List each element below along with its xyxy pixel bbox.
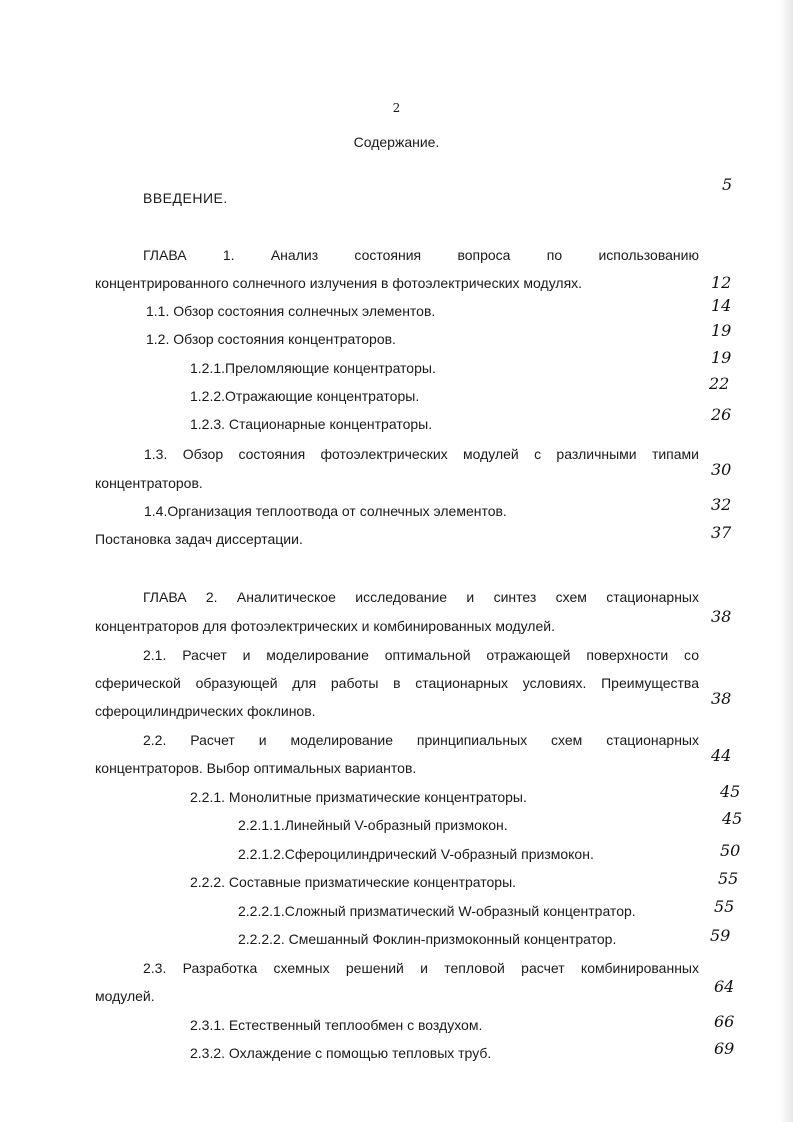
toc-page-number: 26: [711, 405, 732, 424]
toc-entry: 1.2. Обзор состояния концентраторов.: [146, 331, 396, 347]
chapter2-heading-line2: концентраторов для фотоэлектрических и комбинированных модулей.: [95, 618, 555, 634]
chapter1-heading-line1: [143, 247, 699, 263]
toc-page-number: 55: [718, 869, 739, 888]
word: состояния: [354, 247, 422, 263]
toc-entry-line2: сферической образующей для работы в стационарных условиях. Преимущества: [95, 675, 699, 691]
toc-entry-line3: сфероцилиндрических фоклинов.: [95, 703, 316, 719]
toc-entry: 2.2.1.1.Линейный V-образный призмокон.: [238, 817, 508, 833]
toc-page-number: 32: [711, 495, 732, 514]
toc-page-number: 12: [711, 273, 732, 292]
word: вопроса: [457, 247, 511, 263]
toc-entry: 2.2.1. Монолитные призматические концентраторы.: [190, 789, 527, 805]
toc-page-number: 37: [711, 523, 732, 542]
toc-entry-line1: 2.3. Разработка схемных решений и тепловой расчет комбинированных: [143, 960, 699, 976]
toc-entry-line2: концентраторов. Выбор оптимальных вариантов.: [95, 760, 417, 776]
word: 1.: [222, 247, 235, 263]
toc-entry: 2.2.2.1.Сложный призматический W-образный концентратор.: [238, 903, 636, 919]
toc-entry-line1: 1.3. Обзор состояния фотоэлектрических модулей с различными типами: [144, 446, 699, 462]
word: по: [546, 247, 563, 263]
toc-entry: Постановка задач диссертации.: [95, 531, 303, 547]
toc-page-number: 69: [714, 1039, 735, 1058]
toc-page-number: 14: [711, 296, 732, 315]
toc-page-number: 45: [722, 809, 743, 828]
page-number: 2: [392, 101, 401, 115]
chapter2-heading-line1: ГЛАВА 2. Аналитическое исследование и синтез схем стационарных: [143, 589, 699, 605]
toc-entry: 1.2.1.Преломляющие концентраторы.: [190, 360, 436, 376]
toc-entry: 2.2.1.2.Сфероцилиндрический V-образный призмокон.: [238, 846, 594, 862]
word: использованию: [598, 247, 699, 263]
toc-entry: 1.2.2.Отражающие концентраторы.: [190, 388, 420, 404]
toc-page-number: 38: [711, 689, 732, 708]
toc-entry-line2: модулей.: [95, 988, 155, 1004]
toc-page-number: 19: [711, 348, 732, 367]
toc-page-number: 22: [709, 374, 730, 393]
toc-page-number: 64: [714, 977, 735, 996]
page-title: Содержание.: [353, 134, 440, 150]
toc-introduction: ВВЕДЕНИЕ.: [143, 190, 228, 206]
toc-page-number: 19: [711, 321, 732, 340]
toc-entry: 1.1. Обзор состояния солнечных элементов.: [146, 303, 436, 319]
toc-page-number: 66: [714, 1012, 735, 1031]
toc-entry: 2.2.2. Составные призматические концентраторы.: [190, 874, 517, 890]
toc-entry: 2.2.2.2. Смешанный Фоклин-призмоконный концентратор.: [238, 931, 617, 947]
word: Анализ: [270, 247, 319, 263]
word: ГЛАВА: [143, 247, 187, 263]
scan-edge-shadow: [779, 0, 793, 1122]
toc-entry: 1.4.Организация теплоотвода от солнечных элементов.: [144, 503, 507, 519]
toc-page-number: 30: [711, 460, 732, 479]
toc-page-number: 55: [714, 897, 735, 916]
toc-entry: 2.3.1. Естественный теплообмен с воздухом.: [190, 1017, 483, 1033]
toc-entry-line1: 2.2. Расчет и моделирование принципиальных схем стационарных: [143, 732, 699, 748]
toc-entry-line2: концентраторов.: [95, 475, 203, 491]
toc-page-number: 59: [710, 926, 731, 945]
toc-page-number: 50: [720, 841, 741, 860]
toc-entry: 2.3.2. Охлаждение с помощью тепловых труб.: [190, 1045, 492, 1061]
toc-entry-line1: 2.1. Расчет и моделирование оптимальной отражающей поверхности со: [143, 647, 699, 663]
toc-entry: 1.2.3. Стационарные концентраторы.: [190, 416, 433, 432]
chapter1-heading-line2: концентрированного солнечного излучения в фотоэлектрических модулях.: [95, 275, 583, 291]
toc-page-number: 5: [722, 175, 733, 194]
toc-page-number: 44: [711, 746, 732, 765]
toc-page-number: 38: [711, 607, 732, 626]
toc-page-number: 45: [720, 782, 741, 801]
